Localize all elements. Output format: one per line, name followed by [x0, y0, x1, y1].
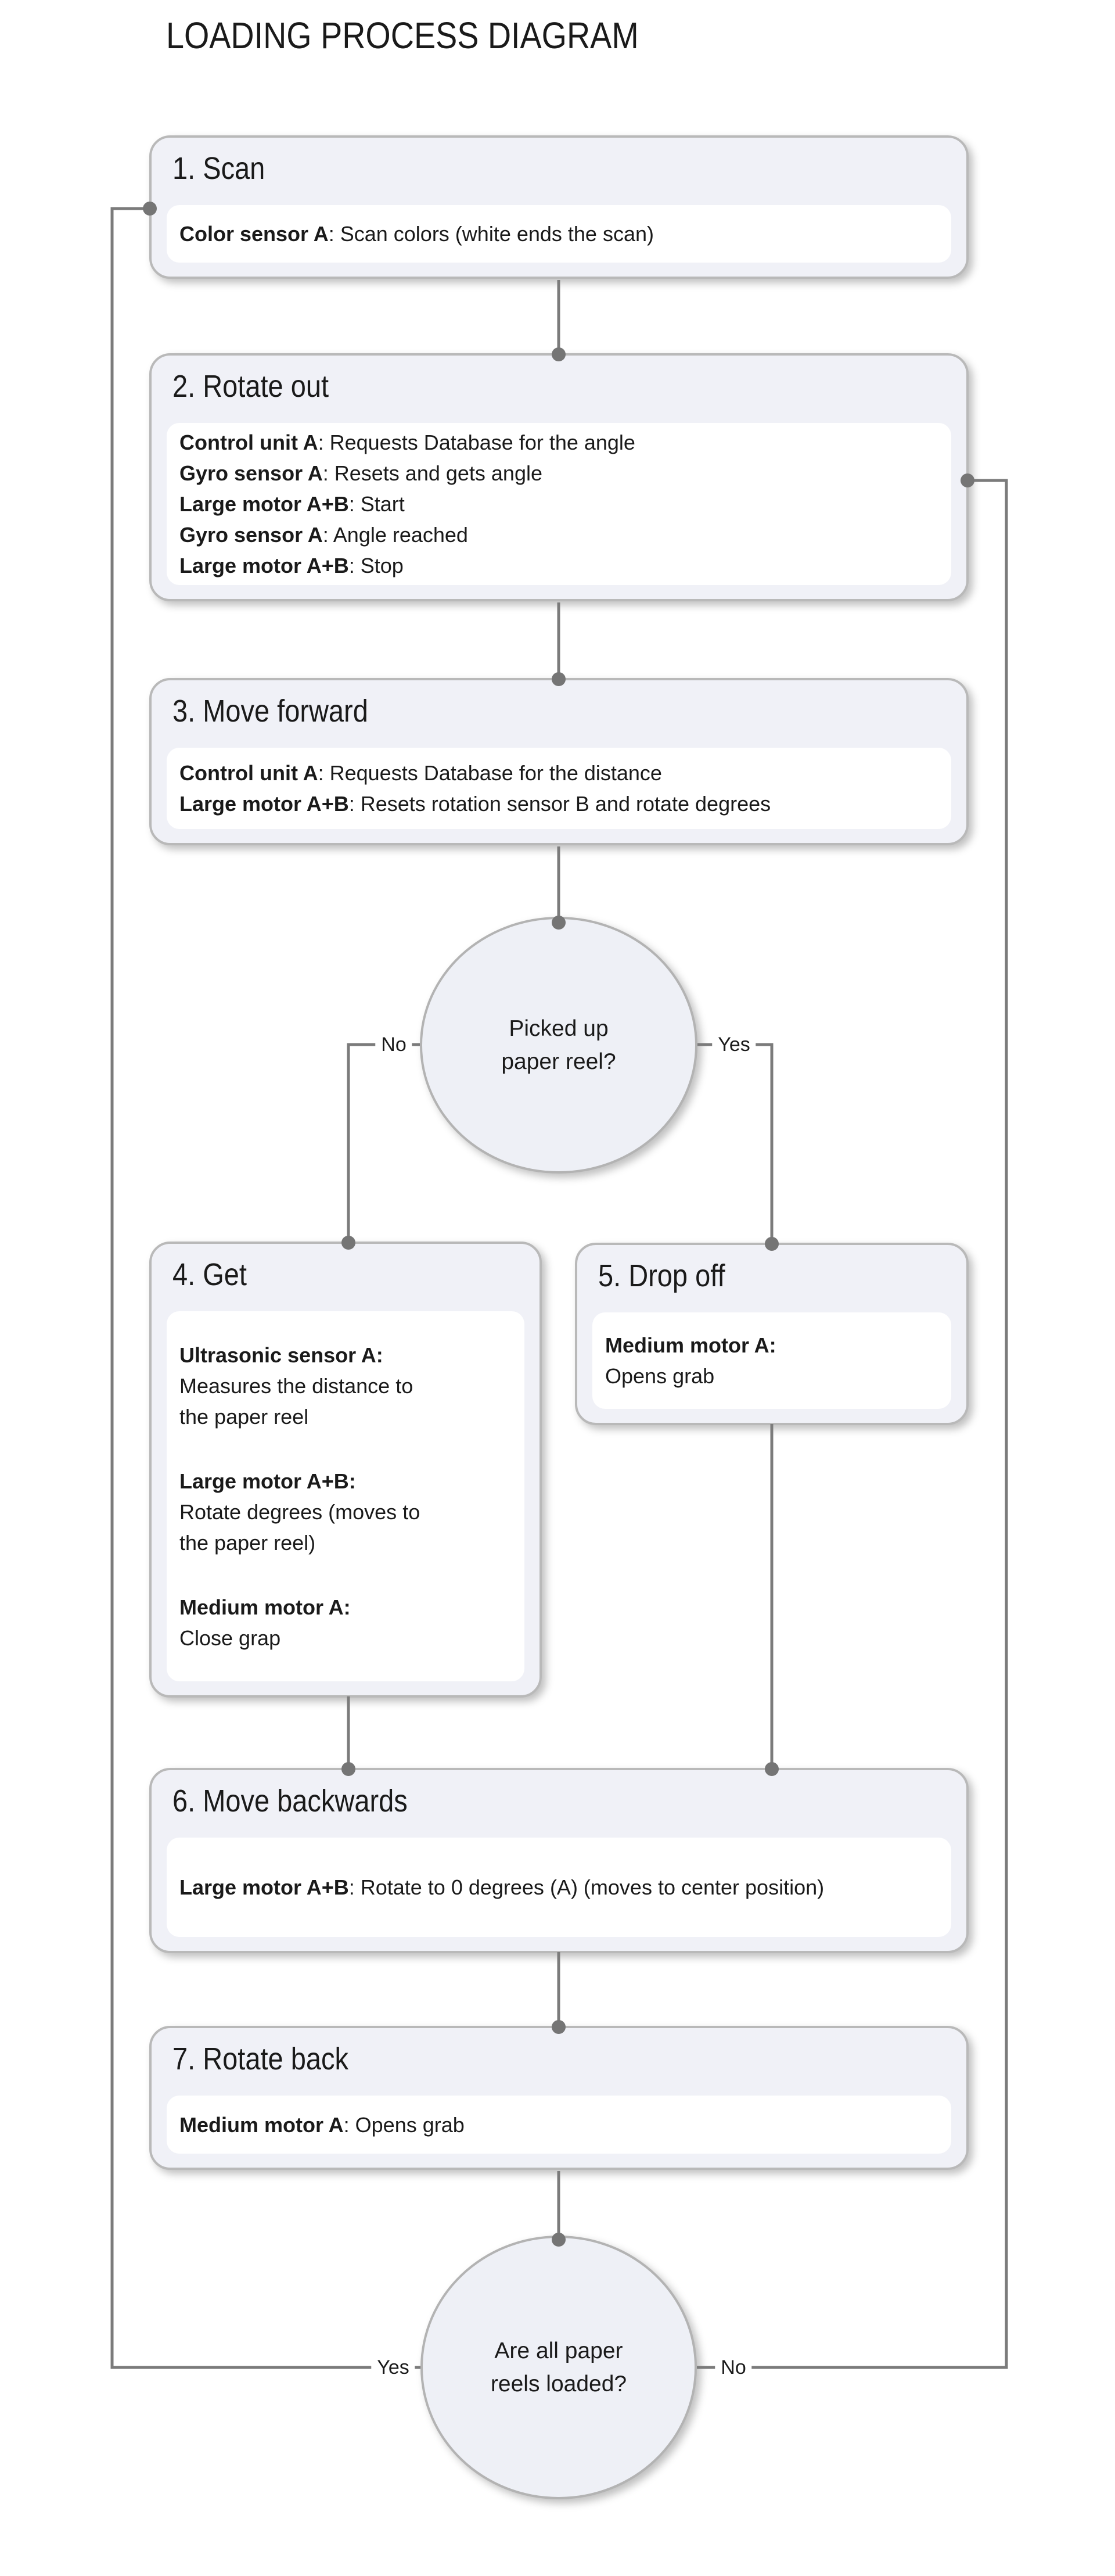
detail-text: : Stop — [348, 554, 404, 577]
box-content — [167, 423, 951, 585]
box-content — [167, 2096, 951, 2154]
detail-line — [179, 489, 938, 519]
process-box-7-rotate-back — [149, 2026, 969, 2170]
connector-decision1-no-box4 — [348, 1045, 420, 1242]
connector-decision1-yes-box5 — [697, 1045, 772, 1243]
box-title — [598, 1258, 966, 1294]
box-content — [167, 1838, 951, 1937]
detail-text: : Start — [348, 492, 405, 516]
process-box-5-drop-off — [575, 1243, 969, 1425]
box-title — [172, 1257, 539, 1293]
box-title-text: 7. Rotate back — [172, 2042, 348, 2076]
detail-label: Large motor A+B: — [179, 1469, 356, 1493]
detail-label: Ultrasonic sensor A: — [179, 1343, 383, 1367]
branch-label-no-2: No — [715, 2356, 751, 2379]
box-title-text: 5. Drop off — [598, 1258, 725, 1293]
branch-label-yes-2: Yes — [371, 2356, 415, 2379]
detail-text: : Requests Database for the distance — [318, 761, 662, 785]
box-title-text: 2. Rotate out — [172, 369, 329, 404]
box-title-text: 3. Move forward — [172, 694, 368, 729]
detail-paragraph — [179, 1592, 512, 1653]
detail-text: Close grap — [179, 1626, 281, 1650]
detail-text: : Rotate to 0 degrees (A) (moves to center position) — [348, 1875, 825, 1899]
detail-label: Large motor A+B — [179, 554, 349, 577]
detail-label: Control unit A — [179, 430, 318, 454]
detail-paragraph — [179, 1466, 512, 1558]
process-box-2-rotate-out — [149, 353, 969, 601]
detail-line — [179, 2109, 938, 2140]
detail-text: : Opens grab — [343, 2112, 465, 2137]
detail-line — [179, 550, 938, 581]
detail-line — [179, 788, 938, 819]
decision-picked-up-paper-reel — [420, 917, 697, 1174]
page-title — [166, 14, 709, 57]
page-title-text: LOADING PROCESS DIAGRAM — [166, 15, 639, 56]
detail-text: : Resets rotation sensor B and rotate degrees — [348, 792, 771, 816]
branch-label-yes-1: Yes — [712, 1033, 756, 1056]
detail-label: Medium motor A — [179, 2112, 344, 2137]
detail-line — [179, 427, 938, 458]
detail-text: : Angle reached — [322, 523, 468, 547]
process-box-3-move-forward — [149, 678, 969, 845]
box-content — [167, 205, 951, 263]
box-title-text: 1. Scan — [172, 151, 265, 186]
detail-label: Large motor A+B — [179, 1875, 349, 1899]
detail-label: Gyro sensor A — [179, 523, 323, 547]
box-title — [172, 2041, 966, 2077]
box-title — [172, 693, 966, 729]
branch-label-no-1: No — [375, 1033, 412, 1056]
detail-text: : Scan colors (white ends the scan) — [328, 222, 654, 246]
box-title — [172, 150, 966, 186]
process-box-6-move-backwards — [149, 1768, 969, 1953]
box-title-text: 6. Move backwards — [172, 1784, 408, 1818]
box-title — [172, 368, 966, 404]
box-content — [167, 748, 951, 829]
box-content — [592, 1312, 951, 1409]
decision-all-reels-loaded — [420, 2236, 697, 2499]
box-content — [167, 1311, 524, 1681]
detail-label: Large motor A+B — [179, 792, 349, 816]
detail-label: Gyro sensor A — [179, 461, 323, 485]
detail-label: Large motor A+B — [179, 492, 349, 516]
detail-text: : Requests Database for the angle — [318, 430, 635, 454]
detail-paragraph — [605, 1330, 938, 1391]
decision-question: Picked up paper reel? — [501, 1016, 616, 1074]
detail-text: Rotate degrees (moves to the paper reel) — [179, 1499, 420, 1555]
detail-line — [179, 519, 938, 550]
detail-label: Medium motor A: — [179, 1595, 351, 1619]
detail-line — [179, 458, 938, 489]
detail-text: Opens grab — [605, 1364, 715, 1388]
detail-line — [179, 1872, 900, 1903]
decision-question: Are all paper reels loaded? — [490, 2338, 627, 2396]
box-title — [172, 1783, 966, 1819]
box-title-text: 4. Get — [172, 1257, 247, 1292]
detail-line — [179, 218, 938, 249]
detail-label: Medium motor A: — [605, 1333, 776, 1357]
detail-label: Color sensor A — [179, 222, 329, 246]
process-box-1-scan — [149, 135, 969, 279]
detail-text: Measures the distance to the paper reel — [179, 1373, 413, 1429]
detail-label: Control unit A — [179, 761, 318, 785]
detail-text: : Resets and gets angle — [322, 461, 542, 485]
detail-line — [179, 758, 938, 788]
detail-paragraph — [179, 1340, 512, 1432]
process-box-4-get — [149, 1242, 542, 1698]
